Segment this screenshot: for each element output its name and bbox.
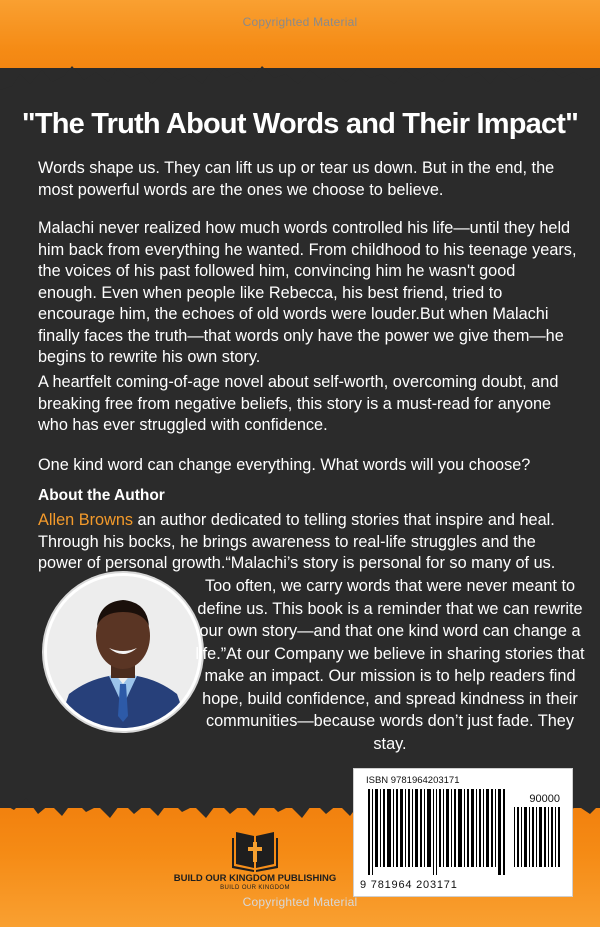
blurb-paragraph-1: Words shape us. They can lift us up or tear us down. But in the end, the most powerful words are the ones we choose to believe. bbox=[38, 159, 555, 199]
author-bio-text: an author dedicated to telling stories that inspire and heal. Through his bocks, he brings awareness to real-life struggles and the power of personal growth.“Malachi’s story is personal for so many of us. bbox=[38, 511, 556, 572]
author-photo bbox=[44, 573, 202, 731]
blurb-paragraph-4: One kind word can change everything. What words will you choose? bbox=[38, 456, 531, 474]
publisher-name: BUILD OUR KINGDOM PUBLISHING bbox=[173, 873, 337, 884]
publisher-tagline: BUILD OUR KINGDOM bbox=[220, 885, 290, 891]
blurb-paragraph-2: Malachi never realized how much words controlled his life—until they held him back from everything he wanted. From childhood to his teenage years, the voices of his past followed him, convincing him he wasn't good enough. Even when people like Rebecca, his best friend, tried to encourage him, the echoes of old words were louder.But when Malachi finally faces the truth—that words only have the power we give them—he begins to rewrite his own story. bbox=[38, 219, 577, 366]
isbn-barcode bbox=[353, 768, 573, 897]
addon-barcode-bars bbox=[514, 807, 560, 867]
back-cover-title: "The Truth About Words and Their Impact" bbox=[21, 108, 579, 140]
copyright-watermark-top: Copyrighted Material bbox=[242, 15, 358, 29]
author-name: Allen Browns bbox=[38, 511, 134, 529]
copyright-watermark-bottom: Copyrighted Material bbox=[242, 895, 358, 909]
publisher-logo bbox=[170, 826, 340, 896]
author-portrait-image bbox=[47, 576, 199, 728]
isbn-digits: 9 781964 203171 bbox=[360, 879, 458, 891]
isbn-label: ISBN 9781964203171 bbox=[366, 775, 460, 786]
about-author-heading: About the Author bbox=[38, 487, 165, 504]
author-bio-quote: Too often, we carry words that were never meant to define us. This book is a reminder that we can rewrite our own story—and that one kind word can change a life.”At our Company we believe in sharing stories that make an impact. Our mission is to help readers find hope, build confidence, and spread kindness in their communities—because words don’t just fade. They stay. bbox=[195, 577, 585, 753]
blurb-paragraph-3: A heartfelt coming-of-age novel about self-worth, overcoming doubt, and breaking free from negative beliefs, this story is a must-read for anyone who has ever struggled with confidence. bbox=[38, 373, 559, 434]
price-code: 90000 bbox=[529, 793, 560, 805]
main-barcode-bars bbox=[368, 789, 508, 875]
author-bio-intro bbox=[38, 510, 578, 575]
bible-book-icon bbox=[230, 828, 280, 872]
